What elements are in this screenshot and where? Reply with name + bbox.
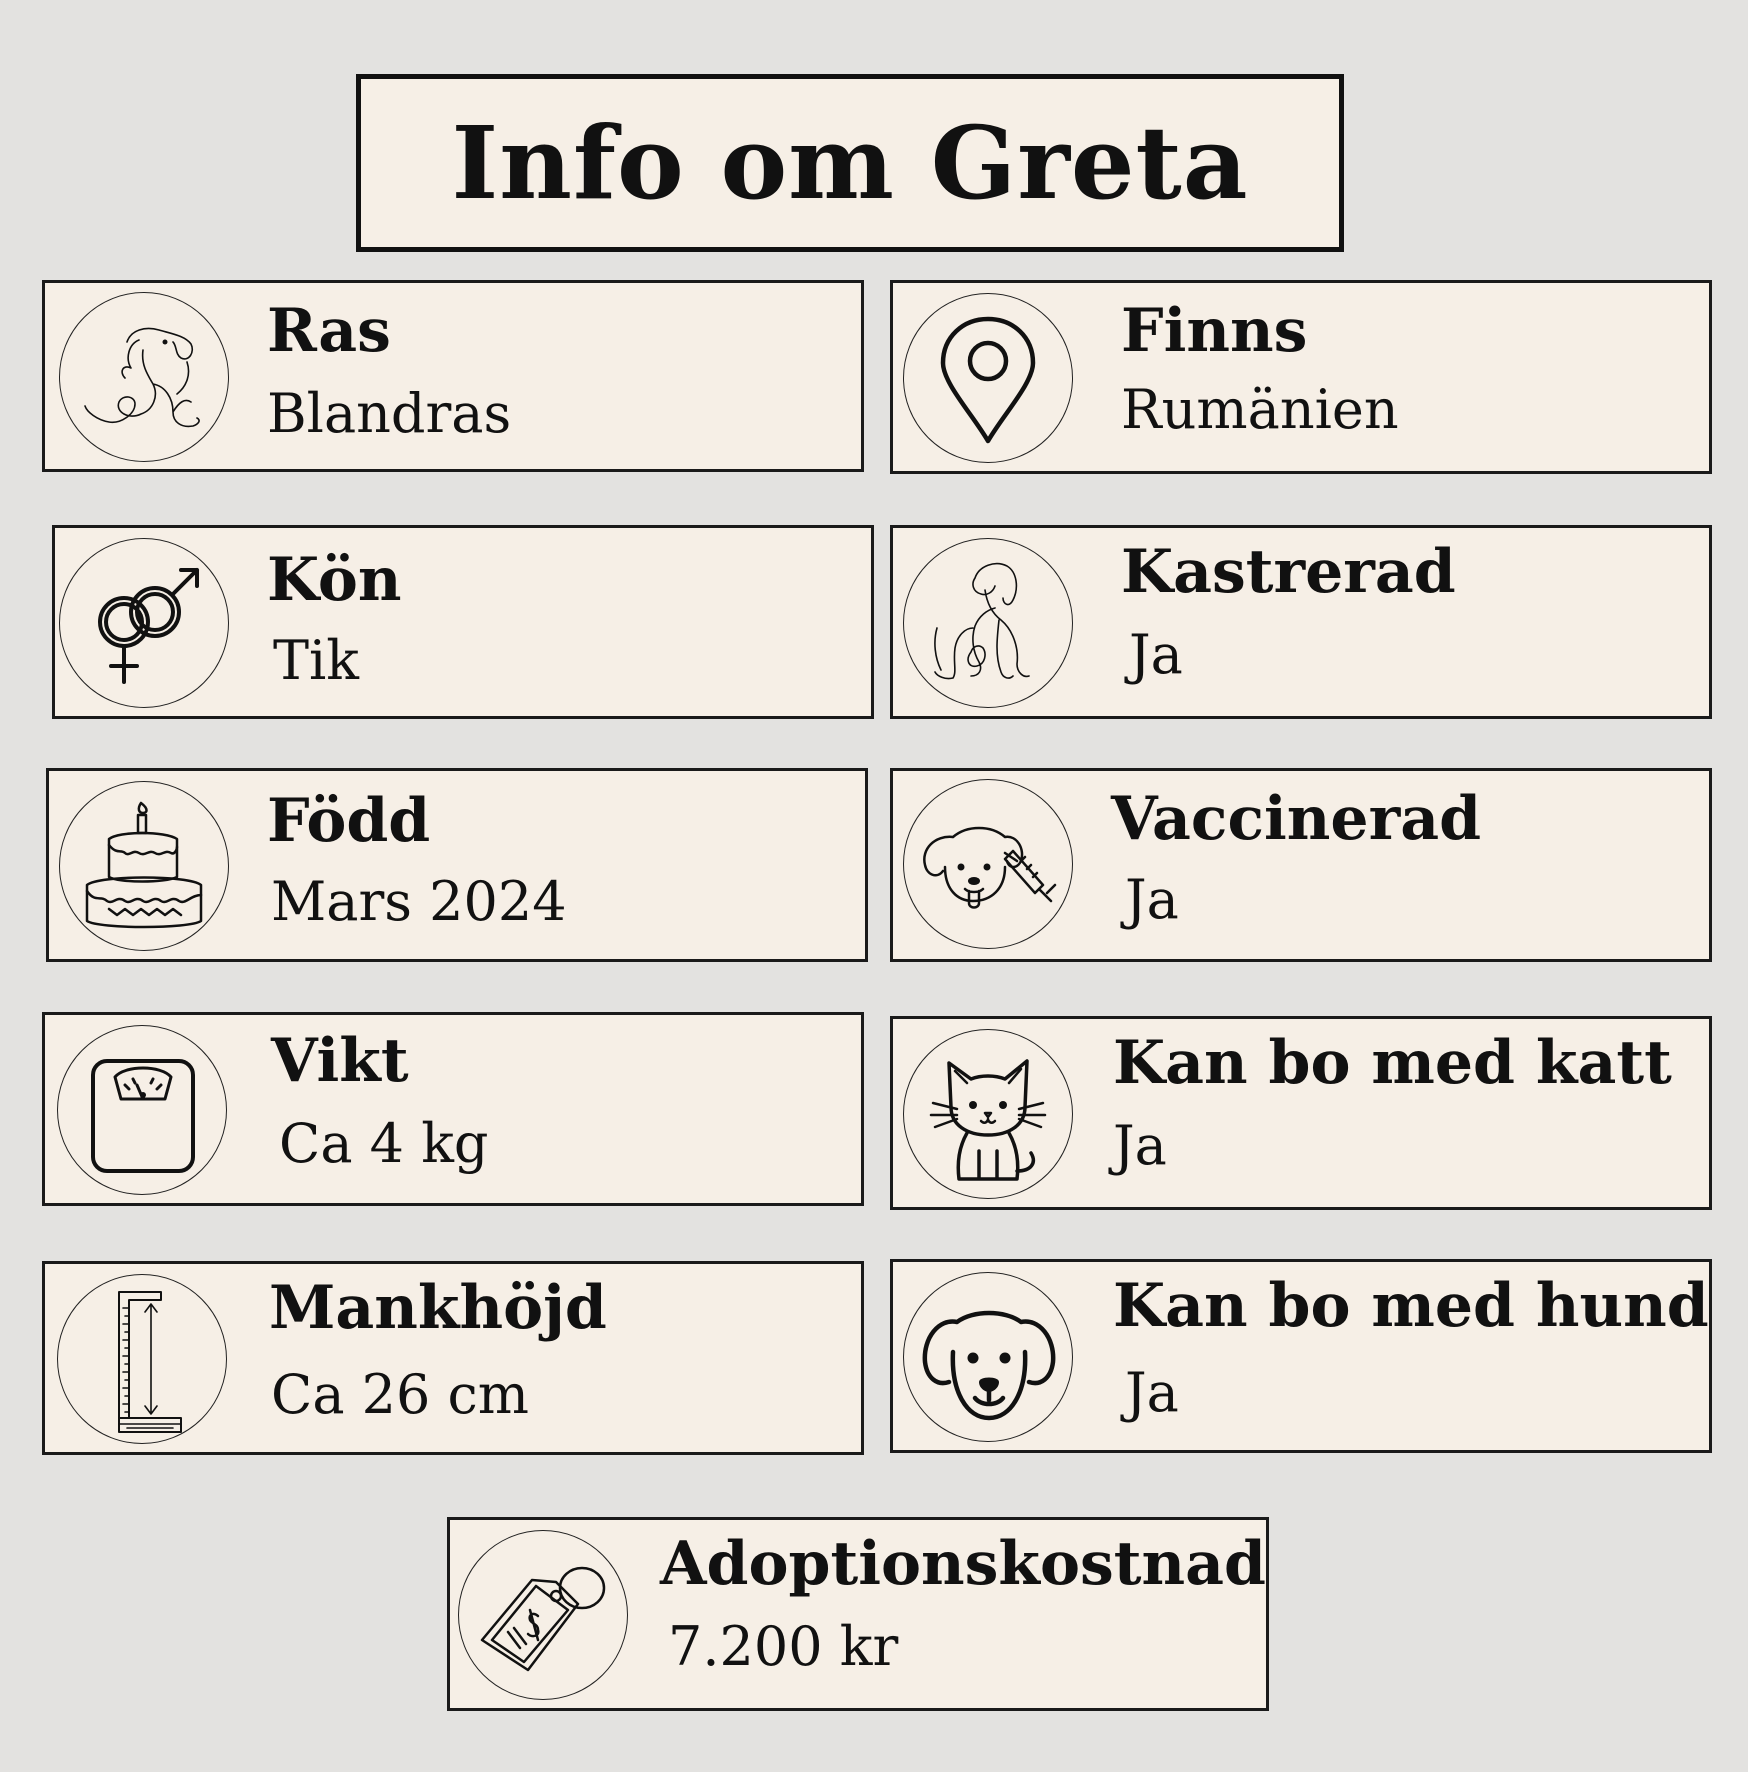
gender-symbols-icon (59, 538, 229, 708)
card-katt (890, 1016, 1712, 1210)
cat-icon (903, 1029, 1073, 1199)
value-fodd: Mars 2024 (271, 870, 567, 933)
value-hund: Ja (1125, 1361, 1179, 1424)
label-katt: Kan bo med katt (1113, 1028, 1672, 1098)
label-kon: Kön (267, 545, 402, 615)
value-kon: Tik (273, 629, 360, 692)
value-vikt: Ca 4 kg (279, 1112, 489, 1175)
value-vaccinerad: Ja (1125, 868, 1179, 931)
location-pin-icon (903, 293, 1073, 463)
label-vaccinerad: Vaccinerad (1111, 784, 1482, 854)
card-mankhojd (42, 1261, 864, 1455)
height-measure-icon (57, 1274, 227, 1444)
sitting-dog-icon (903, 538, 1073, 708)
dog-vaccine-icon (903, 779, 1073, 949)
label-kastrerad: Kastrerad (1121, 537, 1456, 607)
card-finns (890, 280, 1712, 474)
value-mankhojd: Ca 26 cm (271, 1363, 530, 1426)
dog-face-icon (903, 1272, 1073, 1442)
card-kostnad (447, 1517, 1269, 1711)
label-vikt: Vikt (271, 1026, 409, 1096)
card-hund (890, 1259, 1712, 1453)
dog-line-icon (59, 292, 229, 462)
birthday-cake-icon (59, 781, 229, 951)
card-kastrerad (890, 525, 1712, 719)
value-kostnad: 7.200 kr (668, 1615, 899, 1678)
value-kastrerad: Ja (1129, 623, 1183, 686)
label-finns: Finns (1121, 296, 1308, 366)
value-ras: Blandras (267, 382, 512, 445)
price-tag-icon (458, 1530, 628, 1700)
value-finns: Rumänien (1121, 378, 1399, 441)
page-title: Info om Greta (451, 104, 1249, 222)
card-ras (42, 280, 864, 472)
card-vikt (42, 1012, 864, 1206)
card-vaccinerad (890, 768, 1712, 962)
title-box (356, 74, 1344, 252)
card-fodd (46, 768, 868, 962)
label-mankhojd: Mankhöjd (269, 1273, 607, 1343)
card-kon (52, 525, 874, 719)
label-ras: Ras (267, 296, 391, 366)
label-kostnad: Adoptionskostnad (660, 1529, 1266, 1599)
label-hund: Kan bo med hund (1113, 1271, 1709, 1341)
scale-icon (57, 1025, 227, 1195)
value-katt: Ja (1113, 1114, 1167, 1177)
label-fodd: Född (267, 786, 431, 856)
